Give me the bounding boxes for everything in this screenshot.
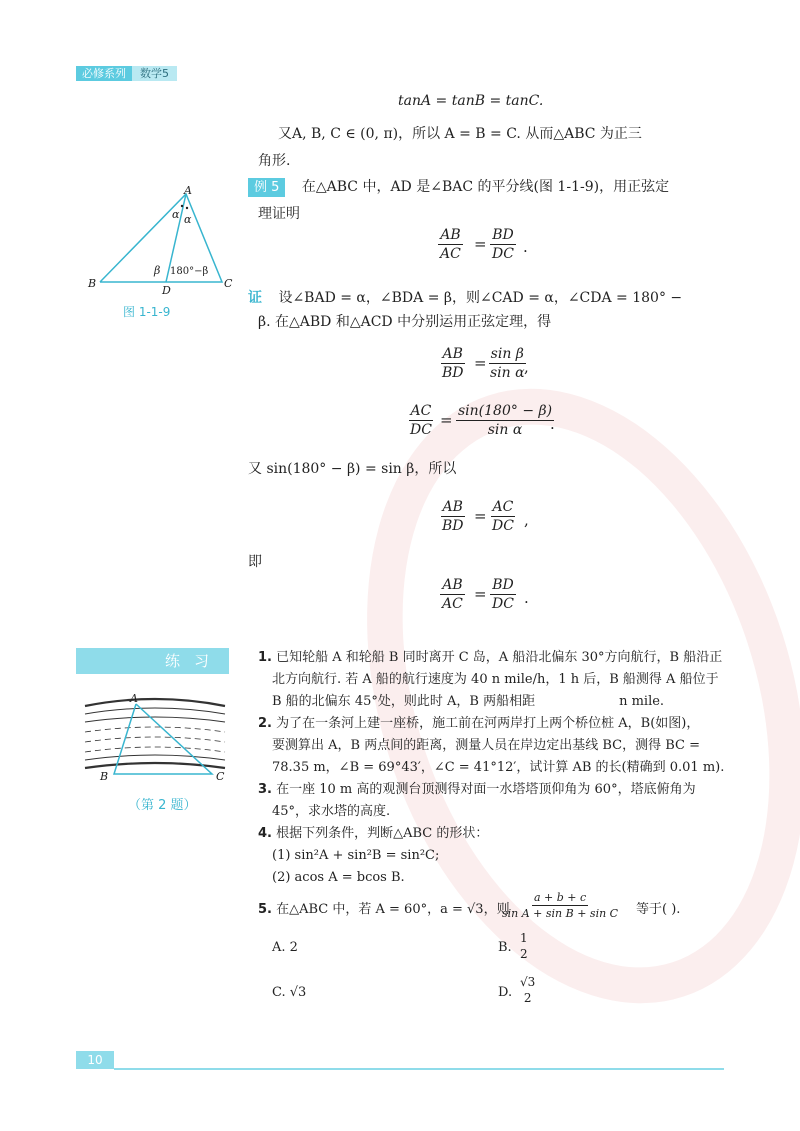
exercise-section-bar: 练习 (76, 648, 229, 674)
fraction: $\frac{\sin(180^\circ - \beta)}{\text{sin α}}$ (458, 403, 553, 438)
paragraph-line: 角形. (258, 153, 291, 169)
option-b: B. (498, 940, 512, 955)
option-c: C. √3 (272, 985, 307, 1000)
proof-line-1: 证 设∠BAD = α，∠BDA = β，则∠CAD = α，∠CDA = 180° − (248, 290, 683, 306)
exercise-3-line2: 45°，求水塔的高度. (272, 804, 391, 819)
figure-caption: 图 1-1-9 (123, 305, 171, 319)
river-c: C (216, 770, 225, 783)
figure-caption-q2: （第 2 题） (128, 798, 197, 813)
exercise-5-fraction: $\frac{a + b + c}{\text{sin A + sin B + sin C}}$ (502, 891, 619, 920)
angle-label: 180°−β (170, 266, 209, 277)
example-5-line (248, 176, 669, 198)
example-tag: 例 5 (248, 178, 285, 197)
equals-sign: = (474, 507, 487, 525)
fraction: $\frac{BD}{DC}$ (492, 577, 514, 612)
exercise-4-part2: (2) acos A = bcos B. (272, 870, 405, 885)
exercise-2-line3: 78.35 m，∠B = 69°43′，∠C = 41°12′，试计算 AB 的长(精确到 0.01 m). (272, 760, 725, 775)
river-figure (80, 692, 230, 802)
header-series: 必修系列 (76, 66, 132, 81)
exercise-2-line2: 要测算出 A，B 两点间的距离，测量人员在岸边定出基线 BC，测得 BC = (272, 738, 700, 753)
fraction: $\frac{\text{sin β}}{\text{sin α}}$ (490, 346, 525, 381)
river-a: A (130, 692, 138, 705)
comma: , (524, 358, 529, 376)
proof-line-2: β. 在△ABD 和△ACD 中分别运用正弦定理，得 (258, 314, 552, 330)
example-text: 在△ABC 中，AD 是∠BAC 的平分线(图 1-1-9)，用正弦定 (301, 179, 670, 195)
triangle-figure (86, 186, 236, 296)
running-header (76, 66, 177, 81)
fraction: $\frac{AB}{BD}$ (442, 499, 464, 534)
fraction: $\frac{AB}{BD}$ (442, 346, 464, 381)
river-b: B (100, 770, 109, 783)
point-d: D (162, 284, 171, 296)
vertex-a: A (184, 186, 192, 197)
exercise-2: 2. 为了在一条河上建一座桥，施工前在河两岸打上两个桥位桩 A，B(如图)， (258, 716, 700, 731)
option-a: A. 2 (272, 940, 298, 955)
alpha-left: α (172, 208, 180, 221)
equals-sign: = (474, 585, 487, 603)
fraction: $\frac{AB}{AC}$ (440, 227, 461, 262)
fraction: $\frac{AC}{DC}$ (492, 499, 514, 534)
exercise-5-tail: 等于( ). (636, 902, 681, 917)
period: . (524, 589, 529, 607)
vertex-b: B (88, 277, 97, 290)
fraction: $\frac{AB}{AC}$ (442, 577, 463, 612)
proof-line-4: 即 (248, 554, 262, 570)
paragraph-line: 又A, B, C ∈ (0, π)，所以 A = B = C. 从而△ABC 为正三 (278, 126, 642, 142)
fraction: $\frac{AC}{DC}$ (410, 403, 432, 438)
beta-label: β (154, 264, 161, 277)
option-b-fraction: 1 2 (520, 931, 528, 961)
period: . (550, 415, 555, 433)
equals-sign: = (440, 411, 453, 429)
equals-sign: = (474, 354, 487, 372)
exercise-5: 5. 在△ABC 中，若 A = 60°，a = √3，则 (258, 902, 510, 917)
footer-rule (114, 1068, 724, 1070)
proof-line-3: 又 sin(180° − β) = sin β，所以 (248, 461, 457, 477)
exercise-4-part1: (1) sin²A + sin²B = sin²C; (272, 848, 440, 863)
exercise-3: 3. 在一座 10 m 高的观测台顶测得对面一水塔塔顶仰角为 60°，塔底俯角为 (258, 782, 696, 797)
equals-sign: = (474, 235, 487, 253)
page-number: 10 (76, 1051, 114, 1069)
exercise-1-line3: B 船的北偏东 45°处，则此时 A，B 两船相距 n mile. (272, 694, 665, 709)
proof-tag: 证 (248, 290, 262, 306)
header-book: 数学5 (132, 66, 177, 81)
exercise-1: 1. 已知轮船 A 和轮船 B 同时离开 C 岛，A 船沿北偏东 30°方向航行，B 船沿正 (258, 650, 723, 665)
exercise-4: 4. 根据下列条件，判断△ABC 的形状： (258, 826, 489, 841)
fraction: $\frac{BD}{DC}$ (492, 227, 514, 262)
period: . (523, 238, 528, 256)
alpha-right: α (184, 213, 192, 226)
example-text-2: 理证明 (258, 206, 300, 222)
comma: , (524, 511, 529, 529)
exercise-1-line2: 北方向航行. 若 A 船的航行速度为 40 n mile/h，1 h 后，B 船测得 A 船位于 (272, 672, 719, 687)
option-d: D. (498, 985, 513, 1000)
option-d-fraction: √3 2 (520, 975, 536, 1005)
top-equation: tanA = tanB = tanC. (398, 93, 544, 109)
vertex-c: C (224, 277, 233, 290)
